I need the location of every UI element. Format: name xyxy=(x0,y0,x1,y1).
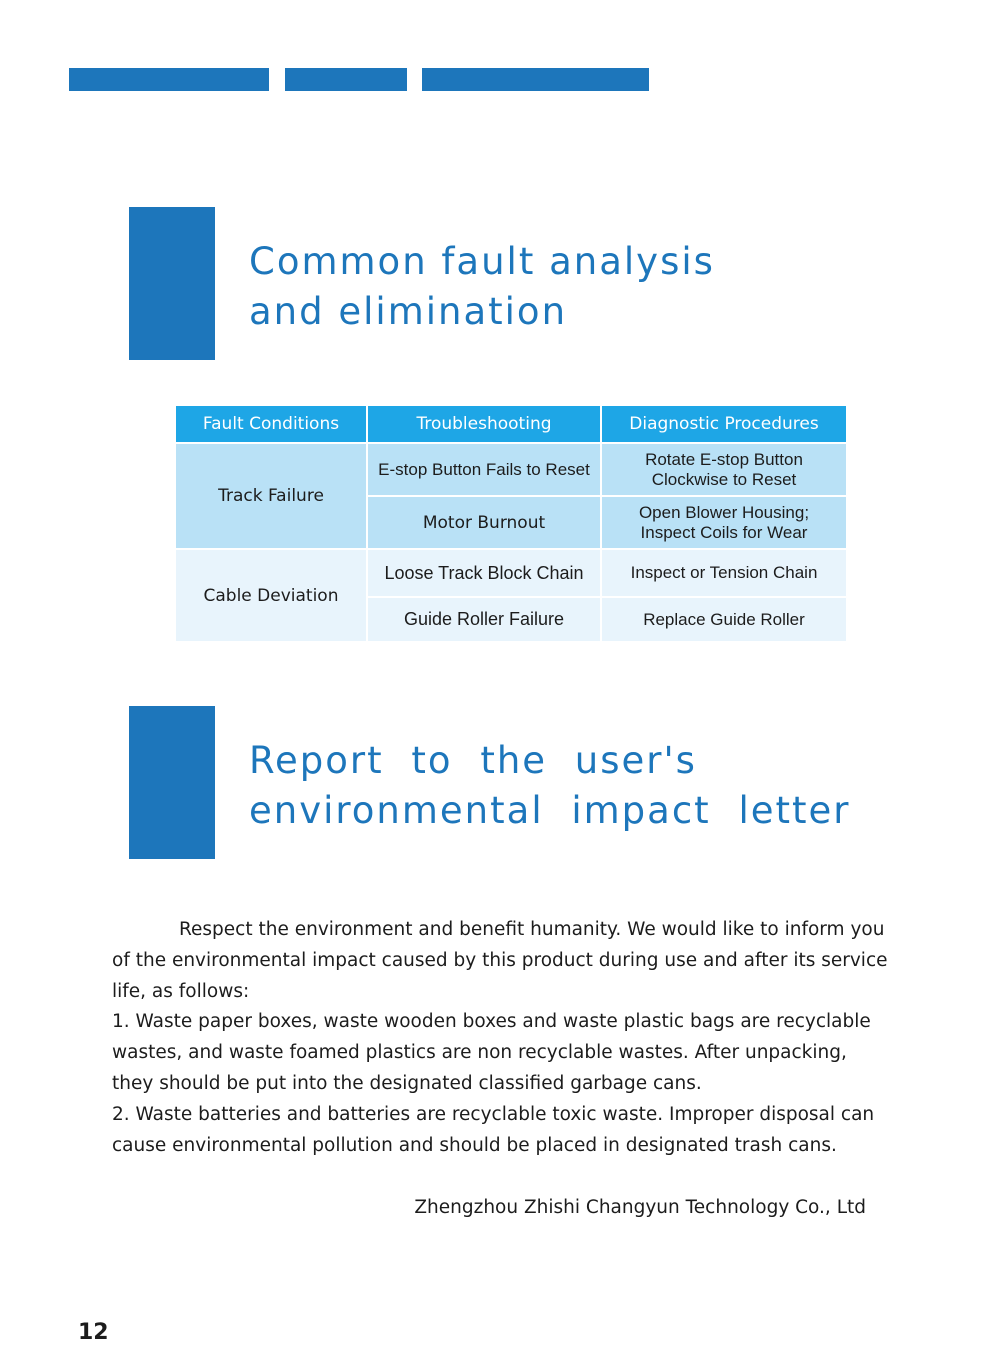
section-accent-block-2 xyxy=(129,706,215,859)
company-signature: Zhengzhou Zhishi Changyun Technology Co., Ltd xyxy=(414,1197,866,1218)
procedure-line: Inspect Coils for Wear xyxy=(640,522,808,542)
troubleshooting-cell: Guide Roller Failure xyxy=(367,597,601,642)
fault-condition-cell: Cable Deviation xyxy=(175,549,367,642)
page-number: 12 xyxy=(78,1320,109,1345)
fault-condition-cell: Track Failure xyxy=(175,443,367,549)
header-fault-conditions: Fault Conditions xyxy=(175,405,367,443)
header-bar-1 xyxy=(69,68,269,91)
header-bar-3 xyxy=(422,68,649,91)
troubleshooting-cell: Loose Track Block Chain xyxy=(367,549,601,597)
header-bar-2 xyxy=(285,68,407,91)
letter-body xyxy=(112,915,892,1161)
letter-intro: Respect the environment and benefit humanity. We would like to inform you of the environmental impact caused by this product during use and after its service life, as follows: xyxy=(112,919,888,1002)
section-title-line-2: environmental impact letter xyxy=(249,789,851,832)
letter-item-1: 1. Waste paper boxes, waste wooden boxes and waste plastic bags are recyclable wastes, and waste foamed plastics are non recyclable wastes. After unpacking, they should be put into the designated classified garbage cans. xyxy=(112,1011,871,1094)
table-row xyxy=(175,549,847,597)
procedure-line: Inspect or Tension Chain xyxy=(630,563,818,582)
fault-table xyxy=(174,404,848,643)
procedure-line: Open Blower Housing; xyxy=(638,502,810,522)
section-title-line-1: Common fault analysis xyxy=(249,240,715,283)
table-row xyxy=(175,443,847,496)
header-troubleshooting: Troubleshooting xyxy=(367,405,601,443)
procedure-cell xyxy=(601,496,847,549)
procedure-cell xyxy=(601,443,847,496)
section-title-fault-analysis xyxy=(249,237,715,337)
procedure-line: Clockwise to Reset xyxy=(651,469,797,489)
fault-table-header-row xyxy=(175,405,847,443)
troubleshooting-cell: Motor Burnout xyxy=(367,496,601,549)
troubleshooting-cell: E-stop Button Fails to Reset xyxy=(367,443,601,496)
letter-item-2: 2. Waste batteries and batteries are recyclable toxic waste. Improper disposal can cause environmental pollution and should be placed in designated trash cans. xyxy=(112,1103,875,1156)
section-accent-block-1 xyxy=(129,207,215,360)
section-title-environmental-letter xyxy=(249,736,850,836)
procedure-line: Replace Guide Roller xyxy=(643,609,805,629)
procedure-cell xyxy=(601,597,847,642)
procedure-line: Rotate E-stop Button xyxy=(645,449,803,469)
procedure-cell xyxy=(601,549,847,597)
section-title-line-2: and elimination xyxy=(249,290,568,333)
header-diagnostic-procedures: Diagnostic Procedures xyxy=(601,405,847,443)
section-title-line-1: Report to the user's xyxy=(249,739,697,782)
